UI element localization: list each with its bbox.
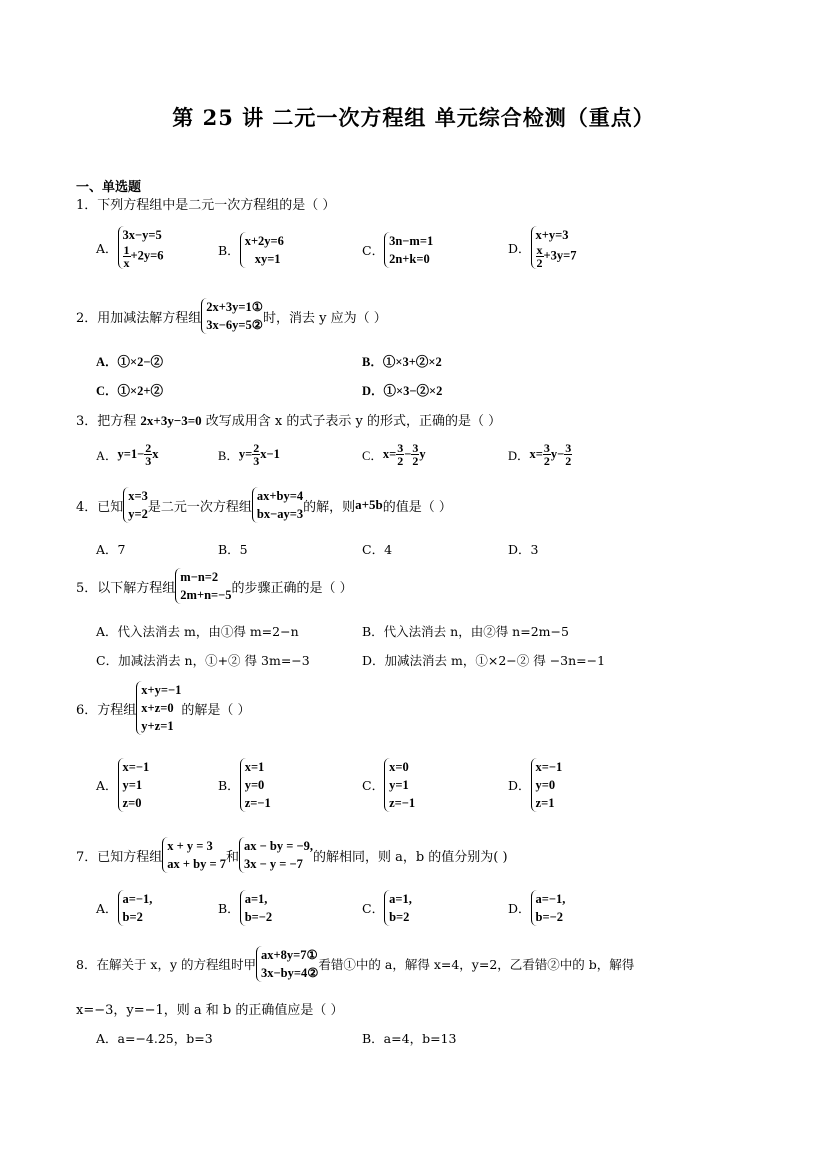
q5-option-a[interactable]: A．代入法消去 m，由①得 m=2−n <box>96 624 299 639</box>
q6-option-d[interactable]: D． x=−1 y=0 z=1 <box>508 760 563 810</box>
equation-system: x+2y=6 xy=1 <box>240 232 284 268</box>
question-3-stem: 3．把方程 2x+3y−3=0 改写成用含 x 的式子表示 y 的形式，正确的是（ ） <box>76 413 502 429</box>
equation-system: 3x−y=5 $\frac{1}{x}$ +2y=6 <box>118 226 164 269</box>
question-6-stem: 6．方程组 x+y=−1 x+z=0 y+z=1 的解是（ ） <box>76 683 251 733</box>
q1-option-d[interactable] <box>508 226 577 269</box>
q2-option-d[interactable]: D．①×3−②×2 <box>362 384 443 398</box>
q5-option-c[interactable]: C．加减法消去 n，①+② 得 3m=−3 <box>96 653 310 668</box>
equation-system: 3n−m=1 2n+k=0 <box>384 232 433 268</box>
q6-option-c[interactable]: C． x=0 y=1 z=−1 <box>362 760 416 810</box>
q3-option-b[interactable]: B． y= $\frac{2}{3}$ x−1 <box>218 441 280 468</box>
q7-option-c[interactable]: C． a=1, b=2 <box>362 892 412 924</box>
option-label: D． <box>508 240 531 256</box>
q2-option-b[interactable]: B．①×3+②×2 <box>362 355 442 369</box>
question-5-stem: 5．以下解方程组 m−n=2 2m+n=−5 的步骤正确的是（ ） <box>76 570 353 602</box>
q4-option-b[interactable]: B．5 <box>218 542 248 557</box>
question-1-stem: 1．下列方程组中是二元一次方程组的是（ ） <box>76 198 336 213</box>
q7-option-b[interactable]: B． a=1, b=−2 <box>218 892 273 924</box>
q7-option-d[interactable]: D． a=−1, b=−2 <box>508 892 566 924</box>
option-label: C． <box>362 243 385 258</box>
option-label: B． <box>218 243 240 258</box>
q8-option-b[interactable]: B．a=4，b=13 <box>362 1031 457 1046</box>
question-7-stem: 7．已知方程组 x + y = 3 ax + by = 7 和 ax − by = −9, 3x − y = −7 的解相同，则 a，b 的值分别为( ) <box>76 839 508 871</box>
q4-option-c[interactable]: C．4 <box>362 542 393 557</box>
q6-option-a[interactable]: A． x=−1 y=1 z=0 <box>96 760 150 810</box>
q4-option-a[interactable]: A．7 <box>96 542 126 557</box>
q7-option-a[interactable]: A． a=−1, b=2 <box>96 892 153 924</box>
q3-option-c[interactable]: C． x= $\frac{3}{2}$ − $\frac{3}{2}$ y <box>362 441 426 468</box>
q3-option-a[interactable]: A． y=1− $\frac{2}{3}$ x <box>96 441 159 468</box>
option-label: A． <box>96 240 118 256</box>
equation-system: x+y=3 $\frac{x}{2}$ +3y=7 <box>531 226 577 269</box>
q1-option-c[interactable] <box>362 232 433 268</box>
q5-option-d[interactable]: D．加减法消去 m，①×2−② 得 −3n=−1 <box>362 653 606 668</box>
q2-option-c[interactable]: C．①×2+② <box>96 384 164 398</box>
question-2-stem: 2．用加减法解方程组 2x+3y=1① 3x−6y=5② 时，消去 y 应为（ ） <box>76 300 387 332</box>
q6-option-b[interactable]: B． x=1 y=0 z=−1 <box>218 760 271 810</box>
q4-option-d[interactable]: D．3 <box>508 542 539 557</box>
q2-option-a[interactable]: A．①×2−② <box>96 355 164 369</box>
question-4-stem: 4．已知 x=3 y=2 是二元一次方程组 ax+by=4 bx−ay=3 的解，则 a+5b 的值是（ ） <box>76 489 452 521</box>
page-title: 第 25 讲 二元一次方程组 单元综合检测（重点） <box>172 105 655 130</box>
section-heading: 一、单选题 <box>76 180 142 195</box>
q1-option-b[interactable] <box>218 232 284 268</box>
question-8-line2: x=−3，y=−1，则 a 和 b 的正确值应是（ ） <box>76 1003 344 1018</box>
q5-option-b[interactable]: B．代入法消去 n，由②得 n=2m−5 <box>362 624 569 639</box>
q3-option-d[interactable]: D． x= $\frac{3}{2}$ y− $\frac{3}{2}$ <box>508 441 572 468</box>
question-8-stem: 8．在解关于 x，y 的方程组时甲 ax+8y=7① 3x−by=4② 看错①中的 a，解得 x=4，y=2，乙看错②中的 b，解得 <box>76 948 635 980</box>
q8-option-a[interactable]: A．a=−4.25，b=3 <box>96 1031 213 1046</box>
q1-option-a[interactable] <box>96 226 164 269</box>
